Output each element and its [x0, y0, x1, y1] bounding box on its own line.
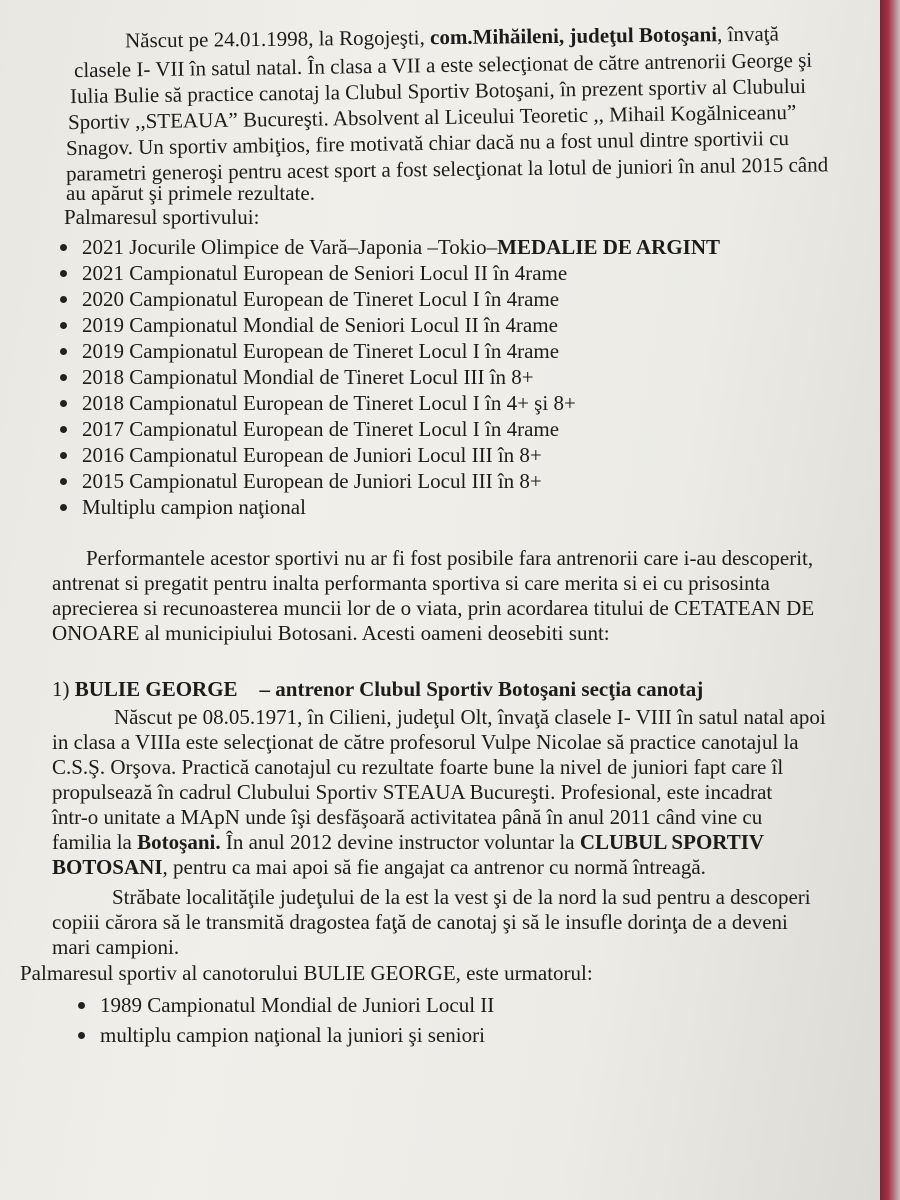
- list-item: 2021 Jocurile Olimpice de Vară–Japonia –Tokio–MEDALIE DE ARGINT: [82, 234, 720, 260]
- list-item: 2015 Campionatul European de Juniori Locul III în 8+: [82, 468, 542, 494]
- coach-p1-line-7: BOTOSANI, pentru ca mai apoi să fie angajat ca antrenor cu normă întreagă.: [52, 855, 706, 879]
- list-item: 2020 Campionatul European de Tineret Locul I în 4rame: [82, 286, 559, 312]
- intro-text: , învaţă: [716, 21, 779, 47]
- performance-line-4: ONOARE al municipiului Botosani. Acesti oameni deosebiti sunt:: [52, 621, 610, 645]
- coach-p2-line-1: Străbate localităţile judeţului de la est la vest şi de la nord la sud pentru a descoperi: [112, 885, 811, 909]
- list-item: 2019 Campionatul European de Tineret Locul I în 4rame: [82, 338, 559, 364]
- list-item: Multiplu campion naţional: [82, 494, 306, 520]
- coach-p2-line-3: mari campioni.: [52, 935, 180, 959]
- intro-line-4: Sportiv ,,STEAUA” Bucureşti. Absolvent al Liceului Teoretic ,, Mihail Kogălniceanu”: [67, 99, 797, 135]
- coach-p2-line-2: copiii cărora să le transmită dragostea faţă de canotaj şi să le insufle dorinţa de a deveni: [52, 910, 788, 934]
- heading-number: 1): [52, 677, 70, 701]
- intro-location: com.Mihăileni, judeţul Botoşani: [429, 22, 718, 50]
- coach-name: BULIE GEORGE: [74, 677, 238, 701]
- background-fabric-edge: [880, 0, 900, 1200]
- coach-role: – antrenor Clubul Sportiv Botoşani secţia canotaj: [259, 677, 704, 701]
- bullet-icon: [60, 322, 67, 329]
- list-item: 2018 Campionatul Mondial de Tineret Locul III în 8+: [82, 364, 534, 390]
- list-item: 2021 Campionatul European de Seniori Locul II în 4rame: [82, 260, 567, 286]
- intro-line-3: Iulia Bulie să practice canotaj la Clubul Sportiv Botoşani, în prezent sportiv al Clubului: [69, 73, 807, 109]
- list-item: 2017 Campionatul European de Tineret Locul I în 4rame: [82, 416, 559, 442]
- medal-highlight: MEDALIE DE ARGINT: [497, 235, 721, 259]
- performance-line-2: antrenat si pregatit pentru inalta performanta sportiva si care merita si ei cu prisosinta: [52, 571, 770, 595]
- intro-text: Născut pe 24.01.1998, la Rogojeşti,: [124, 25, 431, 53]
- intro-line-2: clasele I- VII în satul natal. În clasa a VII a este selecţionat de către antrenorii George şi: [73, 47, 813, 83]
- coach-p1-line-5: într-o unitate a MApN unde îşi desfăşoară activitatea până în anul 2011 când vine cu: [52, 805, 763, 829]
- city-name: Botoşani.: [137, 830, 221, 854]
- coach-heading: [52, 676, 703, 702]
- list-item: multiplu campion naţional la juniori şi seniori: [100, 1022, 485, 1048]
- coach-p1-line-3: C.S.Ş. Orşova. Practică canotajul cu rezultate foarte bune la nivel de juniori fapt care îl: [52, 755, 784, 779]
- list-item: 1989 Campionatul Mondial de Juniori Locul II: [100, 992, 494, 1018]
- bullet-icon: [60, 504, 67, 511]
- performance-line-1: Performantele acestor sportivi nu ar fi fost posibile fara antrenorii care i-au descoperit,: [86, 546, 814, 570]
- intro-line-6: parametri generoşi pentru acest sport a fost selecţionat la lotul de juniori în anul 2015 când: [65, 152, 829, 186]
- bullet-icon: [60, 270, 67, 277]
- bullet-icon: [60, 400, 67, 407]
- performance-line-3: aprecierea si recunoasterea muncii lor de o viata, prin acordarea titului de CETATEAN DE: [52, 596, 815, 620]
- coach-palmares-title: Palmaresul sportiv al canotorului BULIE GEORGE, este urmatorul:: [20, 961, 593, 985]
- list-item: 2018 Campionatul European de Tineret Locul I în 4+ şi 8+: [82, 390, 576, 416]
- coach-p1-line-2: in clasa a VIIIa este selecţionat de către profesorul Vulpe Nicolae să practice canotajul la: [52, 730, 799, 754]
- bullet-icon: [60, 374, 67, 381]
- club-name: CLUBUL SPORTIV: [579, 830, 765, 854]
- bullet-icon: [78, 1002, 85, 1009]
- bullet-icon: [60, 426, 67, 433]
- bullet-icon: [60, 348, 67, 355]
- palmares-title: Palmaresul sportivului:: [64, 205, 260, 229]
- coach-p1-line-6: familia la Botoşani. În anul 2012 devine instructor voluntar la CLUBUL SPORTIV: [52, 830, 765, 854]
- bullet-icon: [60, 244, 67, 251]
- coach-p1-line-4: propulsează în cadrul Clubului Sportiv STEAUA Bucureşti. Profesional, este incadrat: [52, 780, 773, 804]
- bullet-icon: [60, 478, 67, 485]
- intro-line-5: Snagov. Un sportiv ambiţios, fire motivată chiar dacă nu a fost unul dintre sportivii cu: [65, 125, 790, 161]
- bullet-icon: [60, 296, 67, 303]
- bullet-icon: [60, 452, 67, 459]
- club-name: BOTOSANI: [52, 855, 163, 879]
- coach-p1-line-1: Născut pe 08.05.1971, în Cilieni, judeţul Olt, învaţă clasele I- VIII în satul natal apoi: [114, 705, 826, 729]
- bullet-icon: [78, 1032, 85, 1039]
- list-item: 2019 Campionatul Mondial de Seniori Locul II în 4rame: [82, 312, 558, 338]
- list-item: 2016 Campionatul European de Juniori Locul III în 8+: [82, 442, 542, 468]
- intro-line-7: au apărut şi primele rezultate.: [66, 181, 315, 205]
